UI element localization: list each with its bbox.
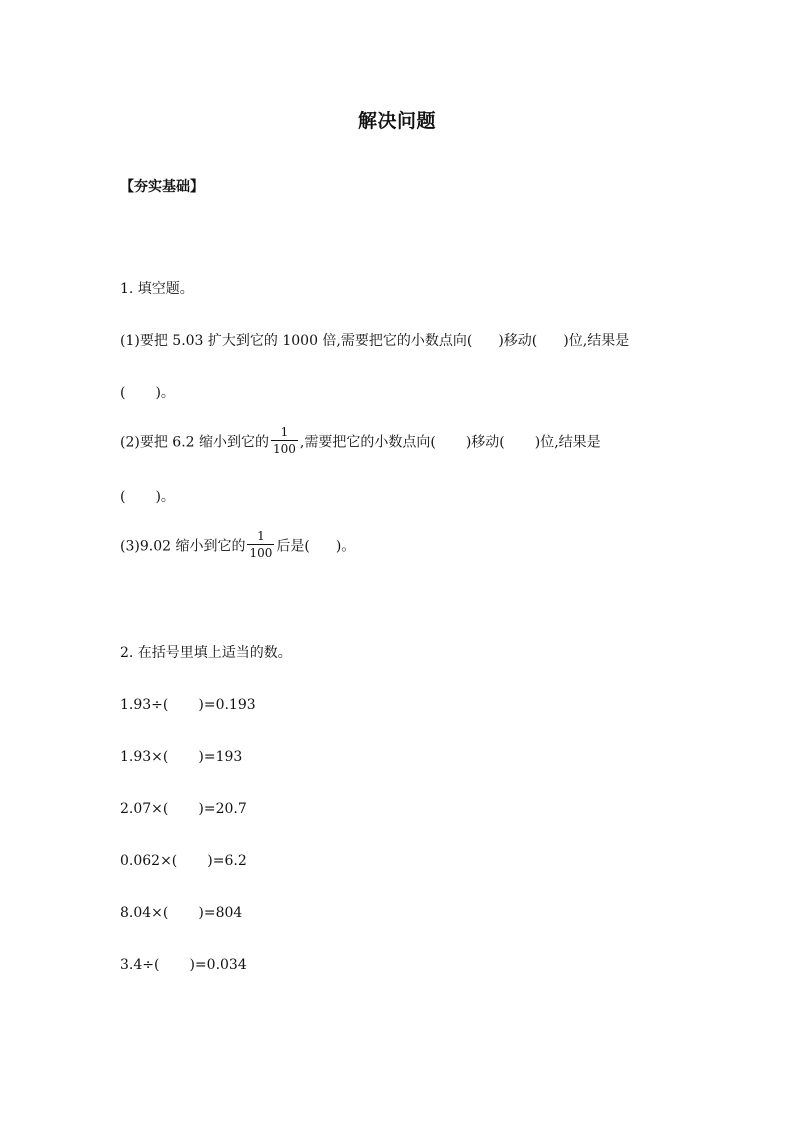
text-segment: )移动(: [465, 434, 505, 451]
text-segment: (: [120, 489, 126, 505]
equation-left: 0.062×(: [120, 853, 178, 869]
fraction-denominator: 100: [273, 442, 296, 456]
equation-item: [120, 802, 247, 816]
equation-item: [120, 698, 256, 712]
equation-right: )=20.7: [198, 801, 247, 817]
equation-left: 3.4÷(: [120, 957, 160, 973]
text-segment: )。: [155, 385, 175, 401]
equation-item: [120, 958, 247, 972]
equation-left: 2.07×(: [120, 801, 169, 817]
text-segment: (2)要把 6.2 缩小到它的: [120, 434, 269, 451]
fraction-numerator: 1: [271, 426, 298, 441]
question-1-part-2: [120, 425, 601, 457]
section-heading: 【夯实基础】: [120, 179, 204, 195]
question-1-part-1-continued: [120, 386, 175, 400]
text-segment: ,需要把它的小数点向(: [299, 434, 436, 451]
text-segment: (: [120, 385, 126, 401]
fraction: [247, 530, 274, 559]
fraction: [271, 426, 298, 455]
text-segment: (3)9.02 缩小到它的: [120, 538, 246, 555]
text-segment: )。: [335, 538, 356, 555]
equation-item: [120, 854, 247, 868]
text-segment: (1)要把 5.03 扩大到它的 1000 倍,需要把它的小数点向(: [120, 333, 473, 349]
question-1-part-3: [120, 529, 356, 561]
equation-right: )=0.034: [189, 957, 247, 973]
text-segment: )移动(: [498, 333, 538, 349]
equation-item: [120, 750, 242, 764]
equation-right: )=0.193: [198, 697, 256, 713]
text-segment: )。: [155, 489, 175, 505]
equation-item: [120, 906, 242, 920]
page-title: 解决问题: [357, 110, 436, 132]
question-2-heading: 2. 在括号里填上适当的数。: [120, 645, 292, 661]
question-1-part-1: [120, 334, 629, 348]
equation-left: 8.04×(: [120, 905, 169, 921]
equation-left: 1.93×(: [120, 749, 169, 765]
equation-right: )=6.2: [207, 853, 247, 869]
text-segment: )位,结果是: [534, 434, 601, 451]
equation-right: )=804: [198, 905, 243, 921]
text-segment: 后是(: [276, 538, 310, 555]
fraction-denominator: 100: [249, 546, 273, 560]
equation-left: 1.93÷(: [120, 697, 169, 713]
question-1-heading: 1. 填空题。: [120, 281, 194, 297]
question-1-part-2-continued: [120, 490, 175, 504]
equation-right: )=193: [198, 749, 243, 765]
text-segment: )位,结果是: [563, 333, 630, 349]
fraction-numerator: 1: [247, 530, 274, 545]
